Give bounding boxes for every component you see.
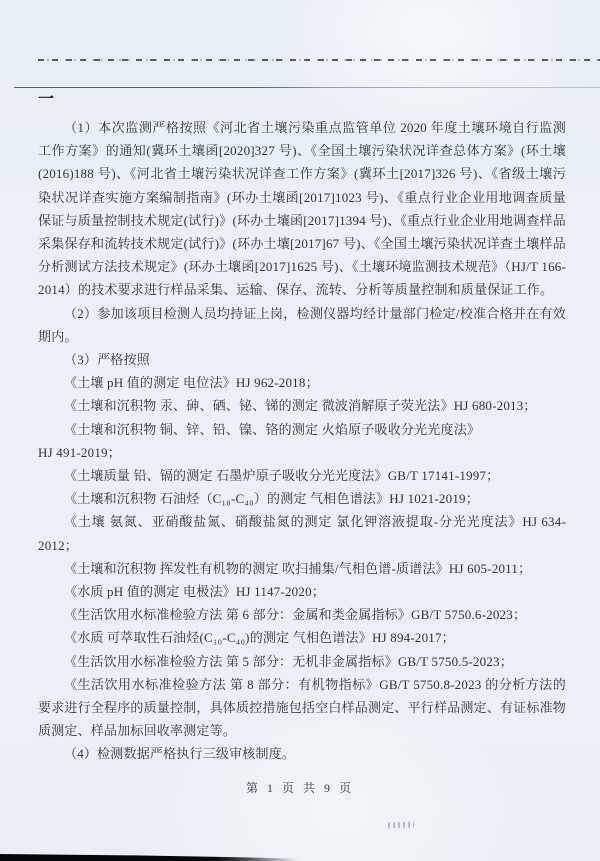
standard-reference-line: 《土壤和沉积物 石油烃（C₁₀-C₄₀）的测定 气相色谱法》HJ 1021-2019； bbox=[64, 491, 479, 507]
standard-reference-line: 《生活饮用水标准检验方法 第 5 部分：无机非金属指标》GB/T 5750.5-2023； bbox=[64, 653, 513, 669]
standard-reference-line: 《水质 pH 值的测定 电极法》HJ 1147-2020； bbox=[64, 584, 325, 600]
document-body bbox=[38, 86, 566, 766]
scan-artifact-dotted-line bbox=[38, 59, 600, 61]
body-paragraph: （2）参加该项目检测人员均持证上岗，检测仪器均经计量部门检定/校准合格并在有效期内。 bbox=[38, 305, 566, 344]
standard-reference-line: 《生活饮用水标准检验方法 第 6 部分：金属和类金属指标》GB/T 5750.6-2023； bbox=[64, 607, 527, 623]
standard-reference-line: 《土壤质量 铅、镉的测定 石墨炉原子吸收分光光度法》GB/T 17141-1997； bbox=[64, 468, 500, 484]
body-paragraph: （1）本次监测严格按照《河北省土壤污染重点监管单位 2020 年度土壤环境自行监测工作方案》的通知(冀环土壤函[2020]327 号)、《全国土壤污染状况详查总体方案》(环土壤(2016)188 号)、《河北省土壤污染状况详查工作方案》(冀环土[2017]326 号)、《省级土壤污染状况详查实施方案编制指南》(环办土壤函[2017]1023 号)、《重点行业企业用地调查质量保证与质量控制技术规定(试行)》(环办土壤函[2017]1394 号)、《重点行业企业用地调查样品采集保存和流转技术规定(试行)》(环办土壤[2017]67 号)、《全国土壤污染状况详查土壤样品分析测试方法技术规定》(环办土壤函[2017]1625 号)、《土壤环境监测技术规范》（HJ/T 166-2014）的技术要求进行样品采集、运输、保存、流转、分析等质量控制和质量保证工作。 bbox=[38, 120, 566, 298]
standard-reference-line: 《土壤和沉积物 铜、锌、铅、镍、铬的测定 火焰原子吸收分光光度法》 bbox=[64, 421, 481, 437]
body-paragraph: （3）严格按照 bbox=[64, 352, 150, 368]
standard-reference-line: 《土壤 pH 值的测定 电位法》HJ 962-2018； bbox=[64, 375, 319, 391]
scan-artifact-black-band bbox=[0, 853, 298, 861]
standard-reference-line: 《土壤 氨氮、亚硝酸盐氮、硝酸盐氮的测定 氯化钾溶液提取-分光光度法》HJ 634-2012； bbox=[38, 514, 566, 553]
standard-reference-line: HJ 491-2019； bbox=[38, 444, 121, 460]
page-number: 第 1 页 共 9 页 bbox=[245, 781, 354, 795]
section-heading: 一 bbox=[38, 91, 55, 108]
body-paragraph: 《生活饮用水标准检验方法 第 8 部分：有机物指标》GB/T 5750.8-2023 的分析方法的要求进行全程序的质量控制，具体质控措施包括空白样品测定、平行样品测定、有证标准物质测定、样品加标回收率测定等。 bbox=[38, 676, 567, 739]
standard-reference-line: 《土壤和沉积物 汞、砷、硒、铋、锑的测定 微波消解原子荧光法》HJ 680-2013； bbox=[64, 398, 537, 414]
standard-reference-line: 《土壤和沉积物 挥发性有机物的测定 吹扫捕集/气相色谱-质谱法》HJ 605-2011； bbox=[64, 560, 532, 576]
body-paragraph: （4）检测数据严格执行三级审核制度。 bbox=[64, 746, 296, 762]
standard-reference-line: 《水质 可萃取性石油烃(C₁₀-C₄₀)的测定 气相色谱法》HJ 894-2017； bbox=[64, 630, 455, 646]
scan-artifact-smudge bbox=[388, 822, 414, 829]
